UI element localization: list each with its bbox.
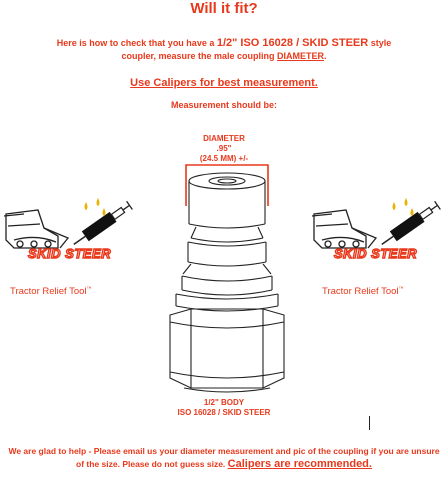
left-brand-name: Tractor Relief Tool [10,286,87,298]
left-brand-text [10,286,92,297]
measurement-heading: Measurement should be: [170,100,278,110]
intro-part3: style [368,38,392,48]
right-brand-text [322,286,404,297]
body-label [0,398,448,418]
right-skid-steer-text: SKID STEER [334,246,418,261]
diameter-label-line2: .95" [216,144,232,153]
intro-diameter-word: DIAMETER [277,51,325,61]
intro-line2: coupler, measure the male coupling [121,51,278,61]
right-brand-tm: ™ [398,286,404,292]
intro-standard: ISO 16028 / SKID STEER [237,37,369,49]
intro-size: 1/2" [216,37,238,49]
left-brand-tm: ™ [86,286,92,292]
help-text [0,445,448,471]
help-body: We are glad to help - Please email us your diameter measurement and pic of the coupling if you are unsure of the size. Please do not guess size. [8,446,440,469]
body-label-line1: 1/2" BODY [203,398,245,407]
right-brand-name: Tractor Relief Tool [322,286,399,298]
diameter-label-line3: (24.5 MM) +/- [199,154,249,163]
left-skid-steer-text: SKID STEER [28,246,112,261]
diameter-label-line1: DIAMETER [203,134,245,143]
text-cursor [369,416,370,430]
page-title: Will it fit? [190,0,258,17]
intro-part1: Here is how to check that you have a [56,38,217,48]
body-label-line2: ISO 16028 / SKID STEER [177,408,271,417]
intro-period: . [324,51,327,61]
help-emphasis: Calipers are recommended. [227,458,372,470]
coupler-outline [170,165,284,392]
calipers-note: Use Calipers for best measurement. [130,77,318,89]
